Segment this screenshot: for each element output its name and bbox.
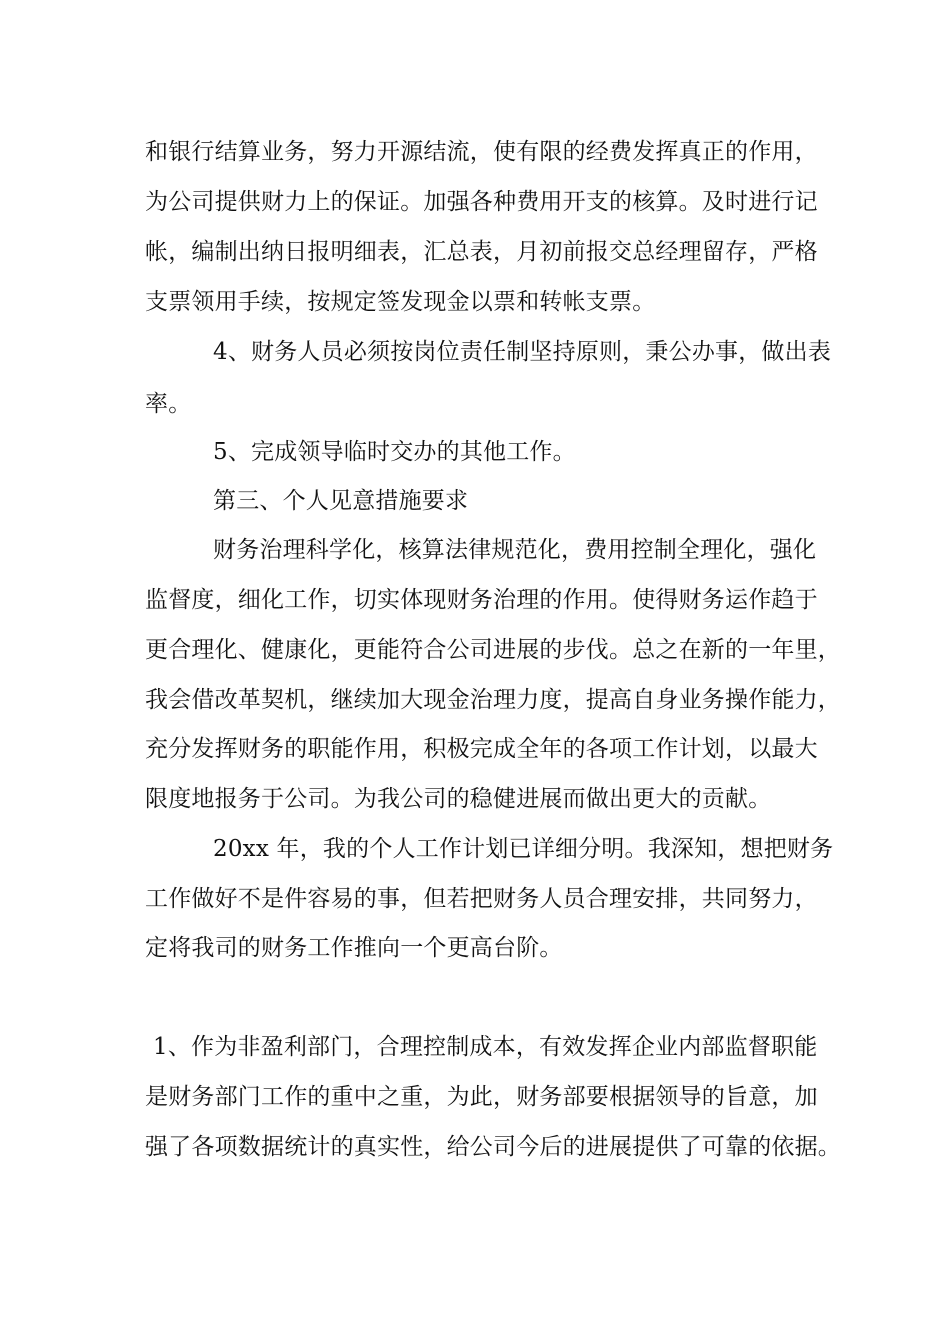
text-line-6: 率。	[145, 391, 192, 417]
text-line-17: 定将我司的财务工作推向一个更高台阶。	[145, 935, 563, 961]
text-line-1: 和银行结算业务，努力开源结流，使有限的经费发挥真正的作用，	[145, 139, 818, 165]
text-line-20: 强了各项数据统计的真实性，给公司今后的进展提供了可靠的依据。	[145, 1134, 841, 1160]
text-line-7: 5、完成领导临时交办的其他工作。	[213, 439, 576, 465]
text-line-5: 4、财务人员必须按岗位责任制坚持原则，秉公办事，做出表	[213, 339, 832, 365]
text-line-19: 是财务部门工作的重中之重，为此，财务部要根据领导的旨意，加	[145, 1084, 818, 1110]
text-line-4: 支票领用手续，按规定签发现金以票和转帐支票。	[145, 289, 656, 315]
text-line-16: 工作做好不是件容易的事，但若把财务人员合理安排，共同努力，	[145, 886, 818, 912]
text-line-3: 帐，编制出纳日报明细表，汇总表，月初前报交总经理留存，严格	[145, 239, 818, 265]
text-line-15: 20xx 年，我的个人工作计划已详细分明。我深知，想把财务	[213, 836, 834, 862]
text-line-11: 更合理化、健康化，更能符合公司进展的步伐。总之在新的一年里，	[145, 637, 841, 663]
text-line-12: 我会借改革契机，继续加大现金治理力度，提高自身业务操作能力，	[145, 687, 841, 713]
section-heading: 第三、个人见意措施要求	[213, 488, 469, 514]
text-line-10: 监督度，细化工作，切实体现财务治理的作用。使得财务运作趋于	[145, 587, 818, 613]
text-line-2: 为公司提供财力上的保证。加强各种费用开支的核算。及时进行记	[145, 189, 818, 215]
text-line-18: 1、作为非盈利部门，合理控制成本，有效发挥企业内部监督职能	[153, 1034, 818, 1060]
text-line-9: 财务治理科学化，核算法律规范化，费用控制全理化，强化	[213, 537, 817, 563]
text-line-13: 充分发挥财务的职能作用，积极完成全年的各项工作计划，以最大	[145, 736, 818, 762]
text-line-14: 限度地报务于公司。为我公司的稳健进展而做出更大的贡献。	[145, 786, 772, 812]
